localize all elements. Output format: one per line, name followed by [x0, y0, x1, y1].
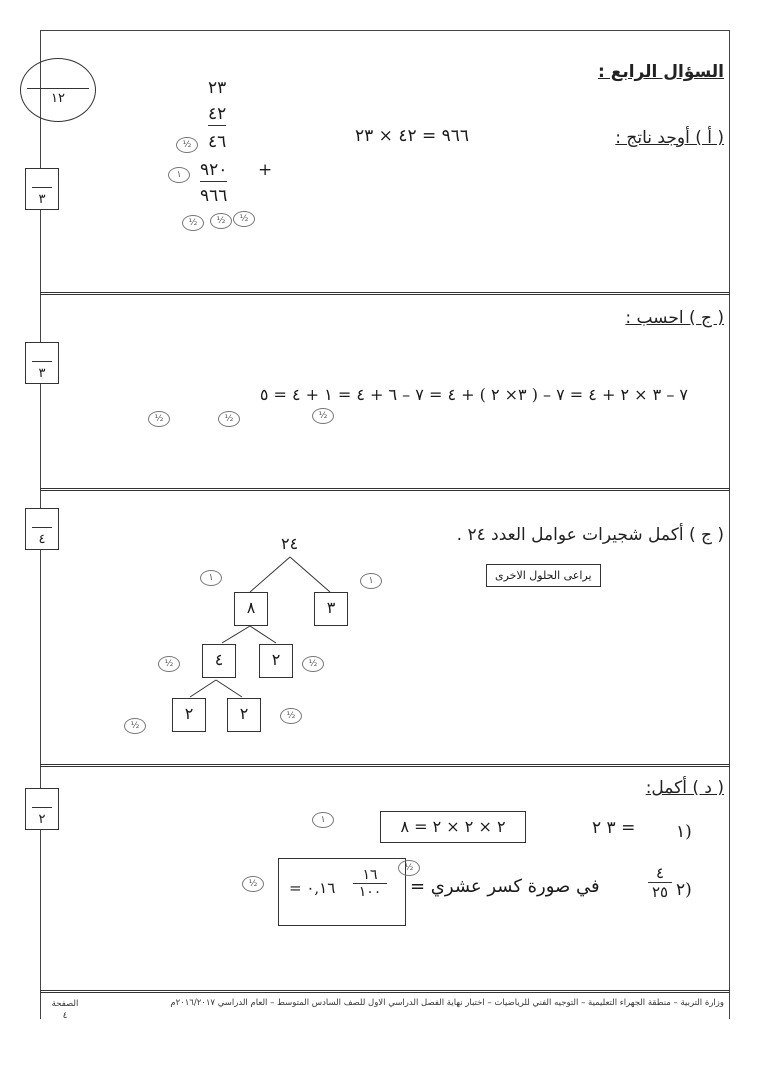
tree-root: ٢٤ — [281, 534, 299, 553]
part-d-score-box — [25, 788, 59, 830]
grader-mark-icon: ½ — [280, 708, 302, 724]
footer-page-label: الصفحة — [51, 999, 79, 1009]
section-divider — [40, 764, 730, 767]
part-a-equation: ٩٦٦ = ٤٢ × ٢٣ — [355, 126, 470, 146]
part-d-label: ( د ) أكمل: — [645, 778, 724, 798]
item-2-text: في صورة كسر عشري = — [410, 876, 600, 897]
part-a-label: ( أ ) أوجد ناتج : — [615, 128, 724, 148]
item-2-answer-box — [278, 858, 406, 926]
part-c2-score-box — [25, 508, 59, 550]
work-partial-1: ٤٦ — [208, 132, 227, 152]
tree-node-8: ٨ — [234, 592, 268, 626]
grader-mark-icon: ½ — [312, 408, 334, 424]
part-c1-label: ( ج ) احسب : — [625, 308, 724, 328]
grader-mark-icon: ½ — [242, 876, 264, 892]
part-c2-score: ٤ — [38, 532, 46, 547]
tree-node-2: ٢ — [227, 698, 261, 732]
grader-mark-icon: ½ — [158, 656, 180, 672]
tree-node-4: ٤ — [202, 644, 236, 678]
footer-page — [45, 998, 85, 1022]
part-d-score: ٢ — [38, 812, 46, 827]
tree-node-3: ٣ — [314, 592, 348, 626]
part-a-score: ٣ — [38, 192, 46, 207]
item-2-fraction-denominator: ٢٥ — [651, 883, 669, 901]
footer-page-number: ٤ — [62, 1011, 68, 1021]
work-partial-2: ٩٢٠ — [200, 160, 228, 180]
item-1-answer-box: ٢ × ٢ × ٢ = ٨ — [380, 811, 526, 843]
grader-mark-icon: ½ — [302, 656, 324, 672]
item-2-answer-numerator: ١٦ — [353, 867, 387, 884]
work-plus-sign: + — [258, 160, 274, 180]
grader-mark-icon: ½ — [210, 213, 232, 229]
grader-mark-icon: ½ — [233, 211, 255, 227]
footer-divider — [40, 990, 730, 993]
grader-mark-icon: ½ — [218, 411, 240, 427]
part-c2-label: ( ج ) أكمل شجيرات عوامل العدد ٢٤ . — [456, 525, 724, 545]
item-2-fraction-numerator: ٤ — [648, 864, 672, 883]
grader-mark-icon: ١ — [312, 812, 334, 828]
alternate-solutions-note: يراعى الحلول الاخرى — [486, 564, 601, 587]
grader-mark-icon: ½ — [148, 411, 170, 427]
item-2-fraction — [648, 864, 672, 901]
grader-mark-icon: ١ — [360, 573, 382, 589]
grader-mark-icon: ١ — [200, 570, 222, 586]
grader-mark-icon: ½ — [176, 137, 198, 153]
tree-node-2: ٢ — [259, 644, 293, 678]
part-c1-score: ٣ — [38, 366, 46, 381]
grader-mark-icon: ½ — [124, 718, 146, 734]
item-2-answer-decimal: = ٠,١٦ — [289, 879, 336, 897]
item-2-answer-denominator: ١٠٠ — [358, 884, 382, 900]
grader-mark-icon: ½ — [398, 860, 420, 876]
item-1-expression: ٣ ٢ = — [592, 818, 636, 838]
work-multiplier: ٤٢ — [208, 104, 227, 124]
item-2-answer-fraction — [353, 867, 387, 900]
item-2-number: ٢) — [676, 880, 692, 900]
work-sum: ٩٦٦ — [200, 186, 228, 206]
question-title: السؤال الرابع : — [598, 62, 724, 82]
grader-mark-icon: ١ — [168, 167, 190, 183]
work-multiplicand: ٢٣ — [208, 78, 227, 98]
grader-mark-icon: ½ — [182, 215, 204, 231]
total-score: ١٢ — [51, 91, 65, 106]
footer-text: وزارة التربية – منطقة الجهراء التعليمية – التوجيه الفني للرياضيات – اختبار نهاية الفصل الدراسي الاول للصف السادس المتوسط – العام الدراسي ٢٠١٦/٢٠١٧م — [170, 998, 724, 1008]
item-1-number: ١) — [676, 822, 692, 842]
part-c1-expression: ٧ – ٣ × ٢ + ٤ = ٧ – ( ٣× ٢ ) + ٤ = ٧ – ٦ + ٤ = ١ + ٤ = ٥ — [259, 385, 688, 404]
tree-node-2: ٢ — [172, 698, 206, 732]
